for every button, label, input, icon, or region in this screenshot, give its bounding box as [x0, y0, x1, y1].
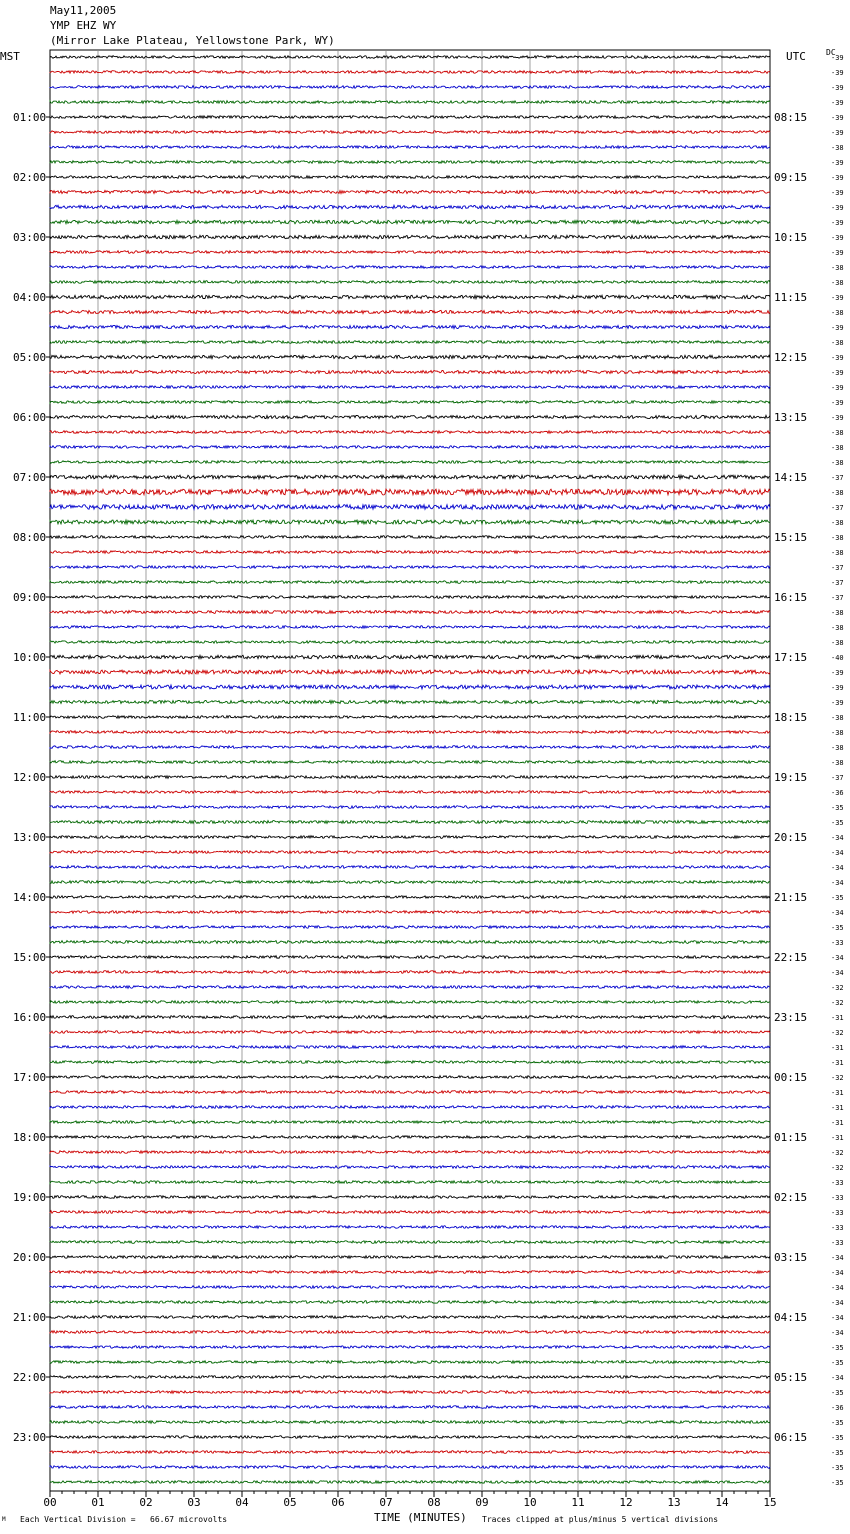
dc-offset-label: -34 — [831, 1329, 844, 1337]
seismic-trace — [50, 716, 770, 719]
seismic-trace — [50, 881, 770, 884]
dc-offset-label: -38 — [831, 639, 844, 647]
seismic-trace — [50, 489, 770, 495]
dc-offset-label: -31 — [831, 1089, 844, 1097]
right-timezone-label: UTC — [786, 50, 806, 63]
dc-offset-label: -39 — [831, 399, 844, 407]
mst-hour-label: 09:00 — [13, 591, 47, 604]
dc-offset-label: -39 — [831, 99, 844, 107]
x-tick-label: 00 — [43, 1496, 57, 1509]
dc-offset-label: -38 — [831, 549, 844, 557]
scale-mark: M — [2, 1516, 6, 1523]
seismic-trace — [50, 1316, 770, 1319]
seismic-trace — [50, 1001, 770, 1004]
dc-offset-label: -38 — [831, 519, 844, 527]
dc-offset-label: -35 — [831, 1419, 844, 1427]
dc-offset-label: -39 — [831, 219, 844, 227]
dc-offset-label: -34 — [831, 1284, 844, 1292]
utc-hour-label: 10:15 — [774, 231, 808, 244]
seismic-trace — [50, 251, 770, 254]
mst-hour-label: 08:00 — [13, 531, 47, 544]
utc-hour-label: 22:15 — [774, 951, 808, 964]
seismic-trace — [50, 1121, 770, 1124]
seismic-trace — [50, 956, 770, 959]
utc-hour-label: 18:15 — [774, 711, 808, 724]
dc-offset-label: -39 — [831, 699, 844, 707]
mst-hour-label: 07:00 — [13, 471, 47, 484]
seismic-trace — [50, 1106, 770, 1109]
dc-offset-label: -38 — [831, 459, 844, 467]
dc-offset-label: -34 — [831, 864, 844, 872]
seismic-trace — [50, 776, 770, 779]
seismic-trace — [50, 851, 770, 854]
dc-offset-label: -39 — [831, 684, 844, 692]
x-tick-label: 14 — [715, 1496, 729, 1509]
seismic-trace — [50, 1361, 770, 1364]
seismic-trace — [50, 461, 770, 464]
mst-hour-label: 16:00 — [13, 1011, 47, 1024]
x-tick-label: 15 — [763, 1496, 777, 1509]
dc-offset-label: -39 — [831, 384, 844, 392]
seismic-trace — [50, 641, 770, 644]
dc-offset-label: -38 — [831, 429, 844, 437]
dc-offset-label: -32 — [831, 984, 844, 992]
dc-offset-label: -32 — [831, 1029, 844, 1037]
mst-hour-label: 03:00 — [13, 231, 47, 244]
dc-offset-label: -35 — [831, 924, 844, 932]
seismic-trace — [50, 1271, 770, 1274]
utc-hour-label: 04:15 — [774, 1311, 808, 1324]
dc-offset-label: -34 — [831, 969, 844, 977]
dc-offset-label: -31 — [831, 1014, 844, 1022]
dc-offset-label: -32 — [831, 999, 844, 1007]
dc-offset-label: -39 — [831, 669, 844, 677]
utc-hour-label: 20:15 — [774, 831, 808, 844]
dc-offset-label: -39 — [831, 54, 844, 62]
seismic-trace — [50, 1241, 770, 1244]
dc-offset-label: -39 — [831, 369, 844, 377]
dc-offset-label: -39 — [831, 249, 844, 257]
seismic-trace — [50, 896, 770, 899]
seismic-trace — [50, 475, 770, 479]
seismic-trace — [50, 655, 770, 658]
seismic-trace — [50, 415, 770, 418]
dc-offset-label: -33 — [831, 1179, 844, 1187]
utc-hour-label: 16:15 — [774, 591, 808, 604]
plot-frame — [50, 50, 770, 1491]
dc-offset-label: -32 — [831, 1164, 844, 1172]
seismic-trace — [50, 1286, 770, 1289]
mst-hour-label: 17:00 — [13, 1071, 47, 1084]
mst-hour-label: 12:00 — [13, 771, 47, 784]
dc-offset-label: -34 — [831, 879, 844, 887]
x-tick-label: 03 — [187, 1496, 201, 1509]
dc-offset-label: -34 — [831, 909, 844, 917]
dc-offset-label: -36 — [831, 1404, 844, 1412]
seismic-trace — [50, 220, 770, 223]
dc-offset-label: -40 — [831, 654, 844, 662]
seismic-trace — [50, 190, 770, 193]
seismic-trace — [50, 1196, 770, 1199]
seismic-trace — [50, 370, 770, 373]
mst-hour-label: 02:00 — [13, 171, 47, 184]
clip-note: Traces clipped at plus/minus 5 vertical divisions — [482, 1515, 719, 1524]
utc-hour-label: 08:15 — [774, 111, 808, 124]
mst-hour-label: 10:00 — [13, 651, 47, 664]
mst-hour-label: 19:00 — [13, 1191, 47, 1204]
mst-hour-label: 05:00 — [13, 351, 47, 364]
seismic-trace — [50, 731, 770, 734]
utc-hour-label: 09:15 — [774, 171, 808, 184]
mst-hour-label: 23:00 — [13, 1431, 47, 1444]
mst-hour-label: 15:00 — [13, 951, 47, 964]
seismic-trace — [50, 1046, 770, 1049]
dc-offset-label: -35 — [831, 1359, 844, 1367]
seismic-trace — [50, 1076, 770, 1079]
seismic-trace — [50, 941, 770, 944]
dc-offset-label: -39 — [831, 414, 844, 422]
dc-offset-label: -34 — [831, 1374, 844, 1382]
dc-offset-label: -38 — [831, 444, 844, 452]
seismic-trace — [50, 1466, 770, 1469]
seismic-trace — [50, 596, 770, 599]
utc-hour-label: 23:15 — [774, 1011, 808, 1024]
dc-offset-label: -34 — [831, 1254, 844, 1262]
seismic-trace — [50, 1016, 770, 1019]
seismic-trace — [50, 1061, 770, 1064]
dc-offset-label: -37 — [831, 594, 844, 602]
utc-hour-label: 12:15 — [774, 351, 808, 364]
seismic-trace — [50, 235, 770, 238]
seismic-trace — [50, 1301, 770, 1304]
seismic-trace — [50, 86, 770, 89]
station-location: (Mirror Lake Plateau, Yellowstone Park, WY) — [50, 34, 335, 47]
seismic-trace — [50, 1256, 770, 1259]
seismic-trace — [50, 310, 770, 313]
seismic-trace — [50, 101, 770, 104]
seismic-trace — [50, 685, 770, 689]
seismic-trace — [50, 341, 770, 344]
x-tick-label: 13 — [667, 1496, 681, 1509]
seismic-trace — [50, 1406, 770, 1409]
dc-offset-label: -38 — [831, 144, 844, 152]
dc-offset-label: -34 — [831, 834, 844, 842]
dc-offset-label: -34 — [831, 849, 844, 857]
dc-offset-label: -38 — [831, 279, 844, 287]
x-tick-label: 10 — [523, 1496, 537, 1509]
left-timezone-label: MST — [0, 50, 20, 63]
seismic-trace — [50, 821, 770, 824]
seismic-trace — [50, 1421, 770, 1424]
seismic-trace — [50, 520, 770, 524]
x-axis-title: TIME (MINUTES) — [374, 1511, 467, 1524]
dc-offset-label: -38 — [831, 624, 844, 632]
dc-offset-label: -31 — [831, 1044, 844, 1052]
dc-offset-label: -35 — [831, 819, 844, 827]
mst-hour-label: 21:00 — [13, 1311, 47, 1324]
mst-hour-label: 20:00 — [13, 1251, 47, 1264]
dc-offset-label: -38 — [831, 729, 844, 737]
dc-offset-label: -38 — [831, 339, 844, 347]
seismic-trace — [50, 325, 770, 328]
dc-offset-label: -39 — [831, 204, 844, 212]
x-tick-label: 07 — [379, 1496, 393, 1509]
mst-hour-label: 06:00 — [13, 411, 47, 424]
dc-offset-header: DC — [826, 48, 836, 57]
dc-offset-label: -36 — [831, 789, 844, 797]
seismic-trace — [50, 431, 770, 434]
dc-offset-label: -33 — [831, 1239, 844, 1247]
dc-offset-label: -38 — [831, 744, 844, 752]
seismic-trace — [50, 700, 770, 703]
utc-hour-label: 13:15 — [774, 411, 808, 424]
mst-hour-label: 13:00 — [13, 831, 47, 844]
dc-offset-label: -38 — [831, 759, 844, 767]
dc-offset-label: -35 — [831, 1479, 844, 1487]
utc-hour-label: 06:15 — [774, 1431, 808, 1444]
dc-offset-label: -38 — [831, 264, 844, 272]
seismic-trace — [50, 131, 770, 134]
seismic-trace — [50, 566, 770, 569]
seismic-trace — [50, 670, 770, 674]
x-tick-label: 01 — [91, 1496, 105, 1509]
seismic-trace — [50, 581, 770, 584]
dc-offset-label: -31 — [831, 1134, 844, 1142]
dc-offset-label: -38 — [831, 489, 844, 497]
dc-offset-label: -39 — [831, 354, 844, 362]
dc-offset-label: -39 — [831, 114, 844, 122]
seismic-trace — [50, 1436, 770, 1439]
dc-offset-label: -39 — [831, 324, 844, 332]
seismic-trace — [50, 1226, 770, 1229]
seismic-trace — [50, 386, 770, 389]
utc-hour-label: 11:15 — [774, 291, 808, 304]
mst-hour-label: 18:00 — [13, 1131, 47, 1144]
seismic-trace — [50, 505, 770, 510]
dc-offset-label: -34 — [831, 954, 844, 962]
x-tick-label: 04 — [235, 1496, 249, 1509]
dc-offset-label: -39 — [831, 69, 844, 77]
dc-offset-label: -31 — [831, 1059, 844, 1067]
seismic-trace — [50, 536, 770, 539]
x-tick-label: 12 — [619, 1496, 633, 1509]
mst-hour-label: 22:00 — [13, 1371, 47, 1384]
seismic-trace — [50, 1391, 770, 1394]
seismic-trace — [50, 56, 770, 59]
seismic-trace — [50, 205, 770, 208]
seismic-trace — [50, 1181, 770, 1184]
dc-offset-label: -39 — [831, 234, 844, 242]
dc-offset-label: -38 — [831, 309, 844, 317]
dc-offset-label: -35 — [831, 1344, 844, 1352]
dc-offset-label: -39 — [831, 129, 844, 137]
mst-hour-label: 01:00 — [13, 111, 47, 124]
seismic-trace — [50, 986, 770, 989]
seismic-trace — [50, 1376, 770, 1379]
dc-offset-label: -37 — [831, 579, 844, 587]
utc-hour-label: 02:15 — [774, 1191, 808, 1204]
seismic-trace — [50, 761, 770, 764]
utc-hour-label: 19:15 — [774, 771, 808, 784]
utc-hour-label: 15:15 — [774, 531, 808, 544]
seismic-trace — [50, 806, 770, 809]
dc-offset-label: -35 — [831, 1434, 844, 1442]
seismic-trace — [50, 146, 770, 149]
seismic-trace — [50, 355, 770, 358]
seismic-trace — [50, 746, 770, 749]
seismic-trace — [50, 1331, 770, 1334]
x-tick-label: 08 — [427, 1496, 441, 1509]
x-tick-label: 09 — [475, 1496, 489, 1509]
dc-offset-label: -35 — [831, 1389, 844, 1397]
dc-offset-label: -34 — [831, 1269, 844, 1277]
seismic-trace — [50, 1451, 770, 1454]
dc-offset-label: -37 — [831, 774, 844, 782]
seismic-trace — [50, 71, 770, 74]
seismic-trace — [50, 1481, 770, 1484]
dc-offset-label: -34 — [831, 1314, 844, 1322]
utc-hour-label: 05:15 — [774, 1371, 808, 1384]
seismic-trace — [50, 161, 770, 164]
seismic-trace — [50, 1151, 770, 1154]
utc-hour-label: 17:15 — [774, 651, 808, 664]
seismic-trace — [50, 551, 770, 554]
vertical-division-note: Each Vertical Division = 66.67 microvolts — [20, 1515, 228, 1524]
seismic-trace — [50, 1211, 770, 1214]
dc-offset-label: -39 — [831, 84, 844, 92]
seismic-trace — [50, 611, 770, 614]
seismic-trace — [50, 791, 770, 794]
utc-hour-label: 03:15 — [774, 1251, 808, 1264]
seismic-trace — [50, 1091, 770, 1094]
dc-offset-label: -37 — [831, 474, 844, 482]
utc-hour-label: 01:15 — [774, 1131, 808, 1144]
mst-hour-label: 04:00 — [13, 291, 47, 304]
seismic-trace — [50, 176, 770, 179]
plot-date: May11,2005 — [50, 4, 117, 17]
seismic-trace — [50, 1136, 770, 1139]
seismic-trace — [50, 116, 770, 119]
utc-hour-label: 21:15 — [774, 891, 808, 904]
dc-offset-label: -37 — [831, 504, 844, 512]
utc-hour-label: 14:15 — [774, 471, 808, 484]
seismic-trace — [50, 1166, 770, 1169]
seismic-trace — [50, 1346, 770, 1349]
seismic-trace — [50, 295, 770, 298]
x-tick-label: 05 — [283, 1496, 297, 1509]
dc-offset-label: -33 — [831, 1209, 844, 1217]
dc-offset-label: -38 — [831, 534, 844, 542]
seismic-trace — [50, 281, 770, 284]
dc-offset-label: -38 — [831, 609, 844, 617]
dc-offset-label: -34 — [831, 1299, 844, 1307]
seismic-trace — [50, 971, 770, 974]
dc-offset-label: -35 — [831, 1464, 844, 1472]
dc-offset-label: -33 — [831, 1224, 844, 1232]
mst-hour-label: 11:00 — [13, 711, 47, 724]
mst-hour-label: 14:00 — [13, 891, 47, 904]
dc-offset-label: -38 — [831, 714, 844, 722]
dc-offset-label: -33 — [831, 939, 844, 947]
dc-offset-label: -33 — [831, 1194, 844, 1202]
seismic-trace — [50, 836, 770, 839]
dc-offset-label: -32 — [831, 1074, 844, 1082]
dc-offset-label: -35 — [831, 1449, 844, 1457]
dc-offset-label: -39 — [831, 189, 844, 197]
seismic-trace — [50, 266, 770, 269]
x-tick-label: 06 — [331, 1496, 345, 1509]
seismic-trace — [50, 401, 770, 404]
dc-offset-label: -35 — [831, 894, 844, 902]
dc-offset-label: -32 — [831, 1149, 844, 1157]
dc-offset-label: -31 — [831, 1104, 844, 1112]
seismic-trace — [50, 911, 770, 914]
seismic-trace — [50, 866, 770, 869]
dc-offset-label: -39 — [831, 174, 844, 182]
dc-offset-label: -39 — [831, 159, 844, 167]
seismic-trace — [50, 926, 770, 929]
x-tick-label: 11 — [571, 1496, 585, 1509]
x-tick-label: 02 — [139, 1496, 153, 1509]
dc-offset-label: -39 — [831, 294, 844, 302]
dc-offset-label: -35 — [831, 804, 844, 812]
seismic-trace — [50, 446, 770, 449]
utc-hour-label: 00:15 — [774, 1071, 808, 1084]
seismic-trace — [50, 1031, 770, 1034]
dc-offset-label: -31 — [831, 1119, 844, 1127]
seismic-trace — [50, 626, 770, 629]
station-code: YMP EHZ WY — [50, 19, 117, 32]
dc-offset-label: -37 — [831, 564, 844, 572]
